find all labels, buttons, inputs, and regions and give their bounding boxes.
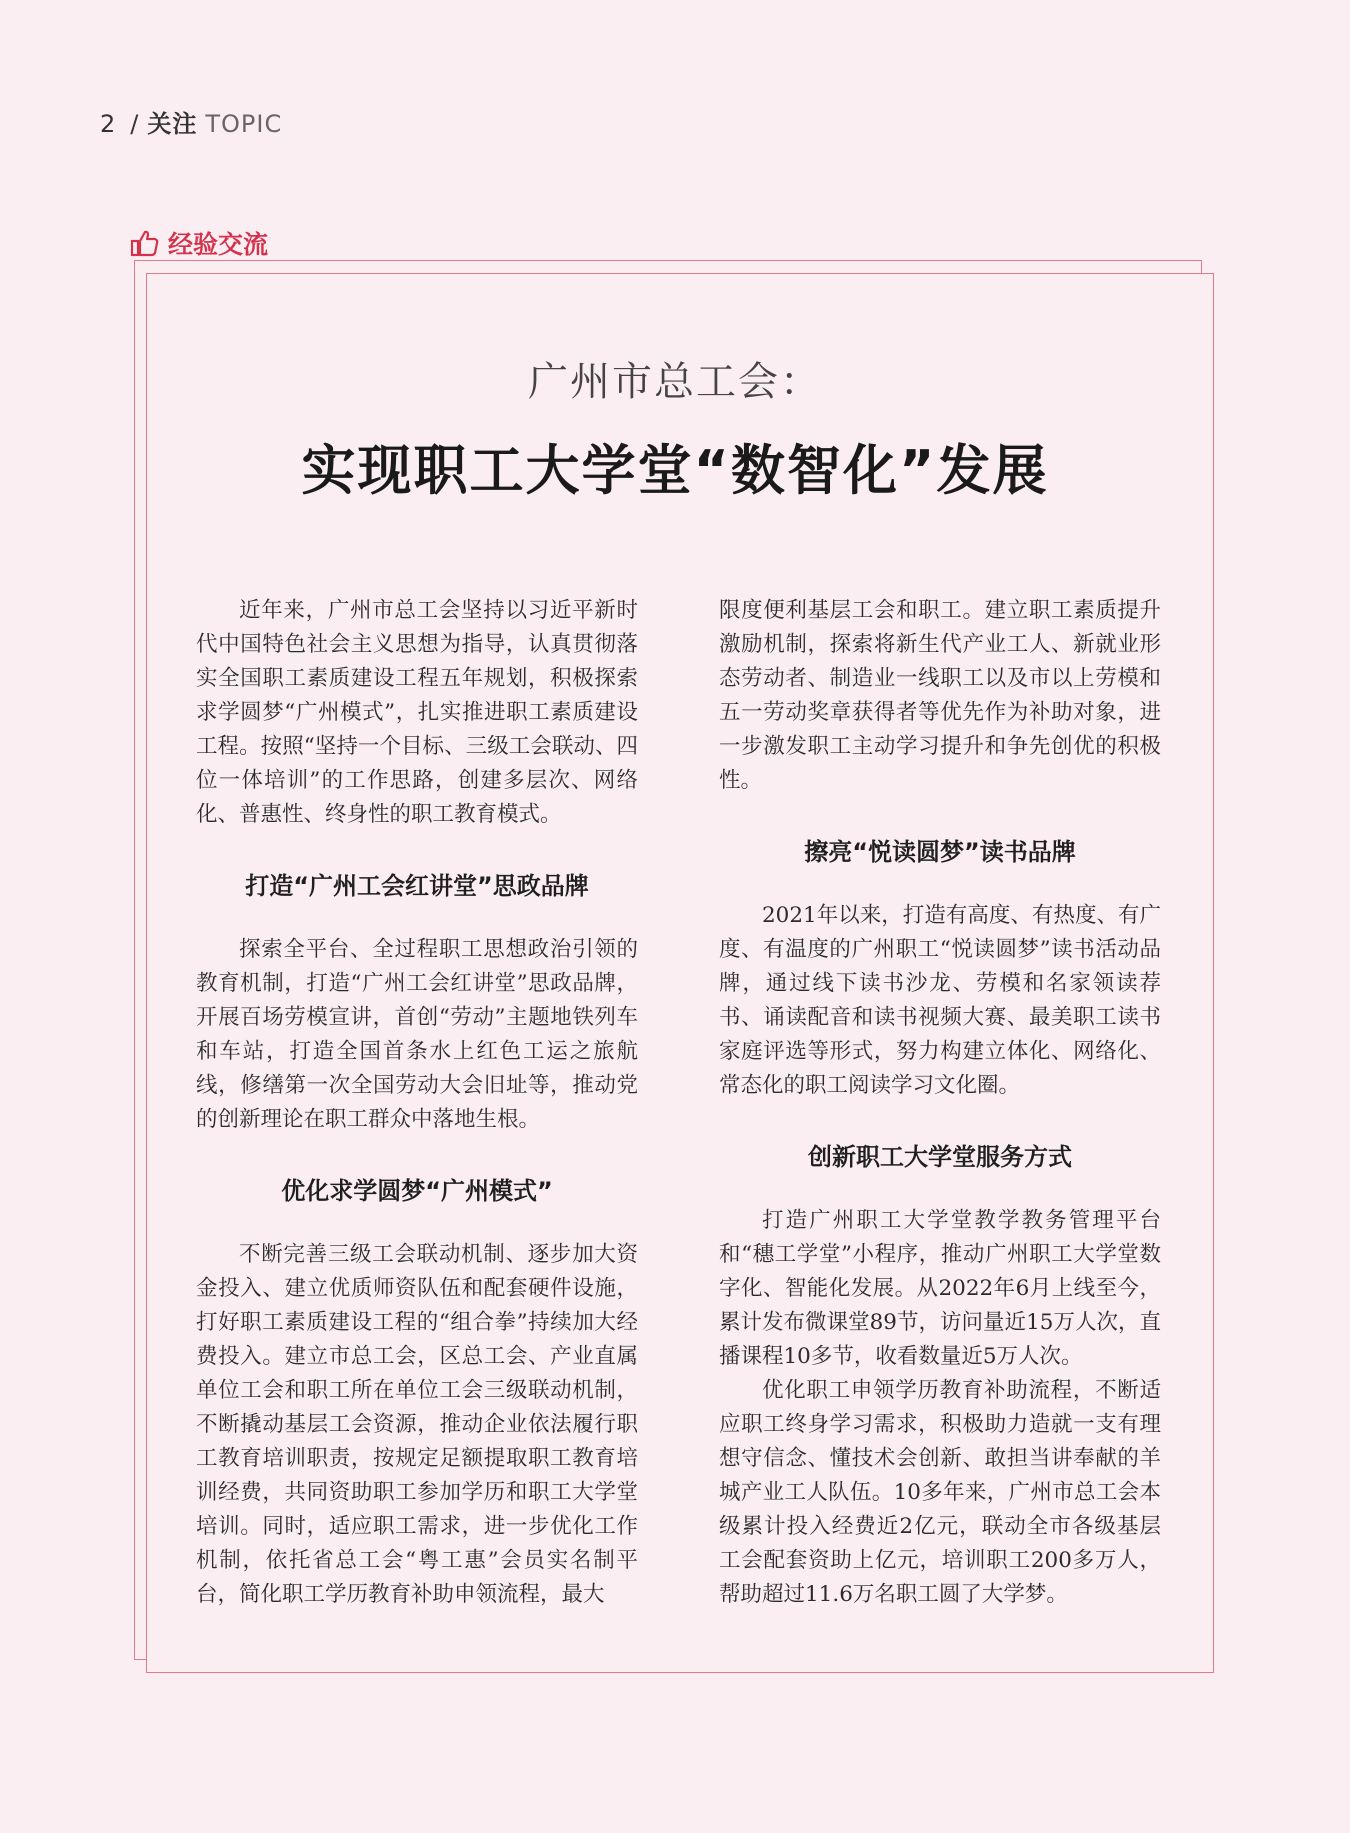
header-section-zh: 关注	[147, 110, 198, 138]
page-header	[100, 104, 282, 139]
paragraph-reading-brand: 2021年以来，打造有高度、有热度、有广度、有温度的广州职工“悦读圆梦”读书活动品牌，通过线下读书沙龙、劳模和名家领读荐书、诵读配音和读书视频大赛、最美职工读书家庭评选等形式，努力构建立体化、网络化、常态化的职工阅读学习文化圈。	[719, 903, 1161, 1098]
heading-guangzhou-model: 优化求学圆梦“广州模式”	[281, 1177, 553, 1205]
right-column	[719, 594, 1161, 1612]
section-tag	[130, 225, 268, 261]
heading-red-lecture: 打造“广州工会红讲堂”思政品牌	[245, 872, 589, 900]
header-section-en: TOPIC	[205, 110, 283, 138]
heading-service-mode: 创新职工大学堂服务方式	[808, 1143, 1072, 1171]
section-tag-label: 经验交流	[168, 230, 269, 259]
paragraph-red-lecture: 探索全平台、全过程职工思想政治引领的教育机制，打造“广州工会红讲堂”思政品牌，开展百场劳模宣讲，首创“劳动”主题地铁列车和车站，打造全国首条水上红色工运之旅航线，修缮第一次全国劳动大会旧址等，推动党的创新理论在职工群众中落地生根。	[196, 937, 638, 1132]
paragraph-service-mode: 打造广州职工大学堂教学教务管理平台和“穗工学堂”小程序，推动广州职工大学堂数字化、智能化发展。从2022年6月上线至今，累计发布微课堂89节，访问量近15万人次，直播课程10多节，收看数量近5万人次。	[719, 1208, 1161, 1369]
article-title: 实现职工大学堂“数智化”发展	[301, 439, 1049, 502]
left-column	[196, 594, 638, 1612]
heading-reading-brand: 擦亮“悦读圆梦”读书品牌	[804, 838, 1076, 866]
header-slash: /	[130, 110, 140, 138]
article-subtitle: 广州市总工会：	[528, 359, 822, 405]
paragraph-guangzhou-model-continued: 限度便利基层工会和职工。建立职工素质提升激励机制，探索将新生代产业工人、新就业形态劳动者、制造业一线职工以及市以上劳模和五一劳动奖章获得者等优先作为补助对象，进一步激发职工主动学习提升和争先创优的积极性。	[719, 598, 1161, 793]
paragraph-guangzhou-model: 不断完善三级工会联动机制、逐步加大资金投入、建立优质师资队伍和配套硬件设施，打好职工素质建设工程的“组合拳”持续加大经费投入。建立市总工会，区总工会、产业直属单位工会和职工所在单位工会三级联动机制，不断撬动基层工会资源，推动企业依法履行职工教育培训职责，按规定足额提取职工教育培训经费，共同资助职工参加学历和职工大学堂培训。同时，适应职工需求，进一步优化工作机制，依托省总工会“粤工惠”会员实名制平台，简化职工学历教育补助申领流程，最大	[196, 1242, 638, 1607]
page-number: 2	[100, 110, 117, 138]
intro-paragraph: 近年来，广州市总工会坚持以习近平新时代中国特色社会主义思想为指导，认真贯彻落实全国职工素质建设工程五年规划，积极探索求学圆梦“广州模式”，扎实推进职工素质建设工程。按照“坚持一个目标、三级工会联动、四位一体培训”的工作思路，创建多层次、网络化、普惠性、终身性的职工教育模式。	[196, 598, 638, 827]
thumbs-up-icon	[130, 228, 160, 258]
paragraph-subsidy-process: 优化职工申领学历教育补助流程，不断适应职工终身学习需求，积极助力造就一支有理想守信念、懂技术会创新、敢担当讲奉献的羊城产业工人队伍。10多年来，广州市总工会本级累计投入经费近2亿元，联动全市各级基层工会配套资助上亿元，培训职工200多万人，帮助超过11.6万名职工圆了大学梦。	[719, 1378, 1161, 1607]
